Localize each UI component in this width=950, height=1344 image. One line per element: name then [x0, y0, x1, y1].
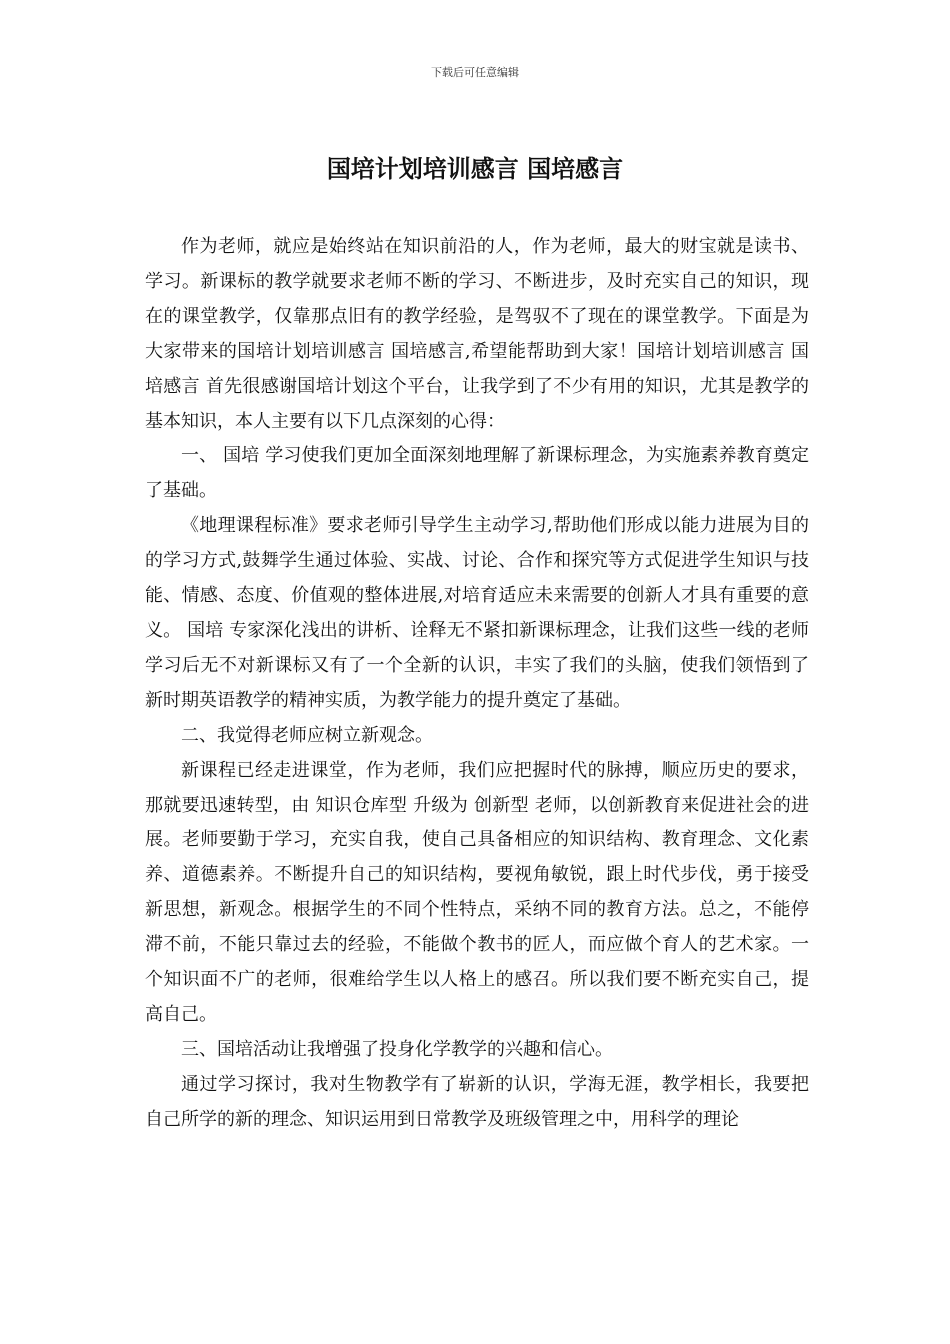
paragraph-new-curriculum: 新课程已经走进课堂，作为老师，我们应把握时代的脉搏，顺应历史的要求，那就要迅速转型，由 知识仓库型 升级为 创新型 老师，以创新教育来促进社会的进展。老师要勤于学习，充实自我，使自己具备相应的知识结构、教育理念、文化素养、道德素养。不断提升自己的知识结构，要视角敏锐，跟上时代步伐，勇于接受新思想，新观念。根据学生的不同个性特点，采纳不同的教育方法。总之，不能停滞不前，不能只靠过去的经验，不能做个教书的匠人，而应做个育人的艺术家。一个知识面不广的老师，很难给学生以人格上的感召。所以我们要不断充实自己，提高自己。	[145, 759, 809, 1025]
paragraph-study-discussion: 通过学习探讨，我对生物教学有了崭新的认识，学海无涯，教学相长，我要把自己所学的新的理念、知识运用到日常教学及班级管理之中，用科学的理论	[145, 1073, 809, 1130]
paragraph-point-two: 二、我觉得老师应树立新观念。	[181, 724, 433, 746]
paragraph-point-one: 一、 国培 学习使我们更加全面深刻地理解了新课标理念，为实施素养教育奠定了基础。	[145, 445, 809, 502]
page-header-note: 下载后可任意编辑	[431, 66, 519, 79]
document-body	[145, 230, 809, 1138]
paragraph-curriculum-standard: 《地理课程标准》要求老师引导学生主动学习,帮助他们形成以能力进展为目的的学习方式,鼓舞学生通过体验、实战、讨论、合作和探究等方式促进学生知识与技能、情感、态度、价值观的整体进展,对培育适应未来需要的创新人才具有重要的意义。 国培 专家深化浅出的讲析、诠释无不紧扣新课标理念，让我们这些一线的老师学习后无不对新课标又有了一个全新的认识，丰实了我们的头脑，使我们领悟到了新时期英语教学的精神实质，为教学能力的提升奠定了基础。	[145, 515, 809, 711]
document-title: 国培计划培训感言 国培感言	[326, 155, 624, 183]
paragraph-point-three: 三、国培活动让我增强了投身化学教学的兴趣和信心。	[181, 1038, 613, 1060]
paragraph-intro: 作为老师，就应是始终站在知识前沿的人，作为老师，最大的财宝就是读书、学习。新课标的教学就要求老师不断的学习、不断进步，及时充实自己的知识，现在的课堂教学，仅靠那点旧有的教学经验，是驾驭不了现在的课堂教学。下面是为大家带来的国培计划培训感言 国培感言,希望能帮助到大家！国培计划培训感言 国培感言 首先很感谢国培计划这个平台，让我学到了不少有用的知识，尤其是教学的基本知识，本人主要有以下几点深刻的心得：	[145, 236, 809, 432]
